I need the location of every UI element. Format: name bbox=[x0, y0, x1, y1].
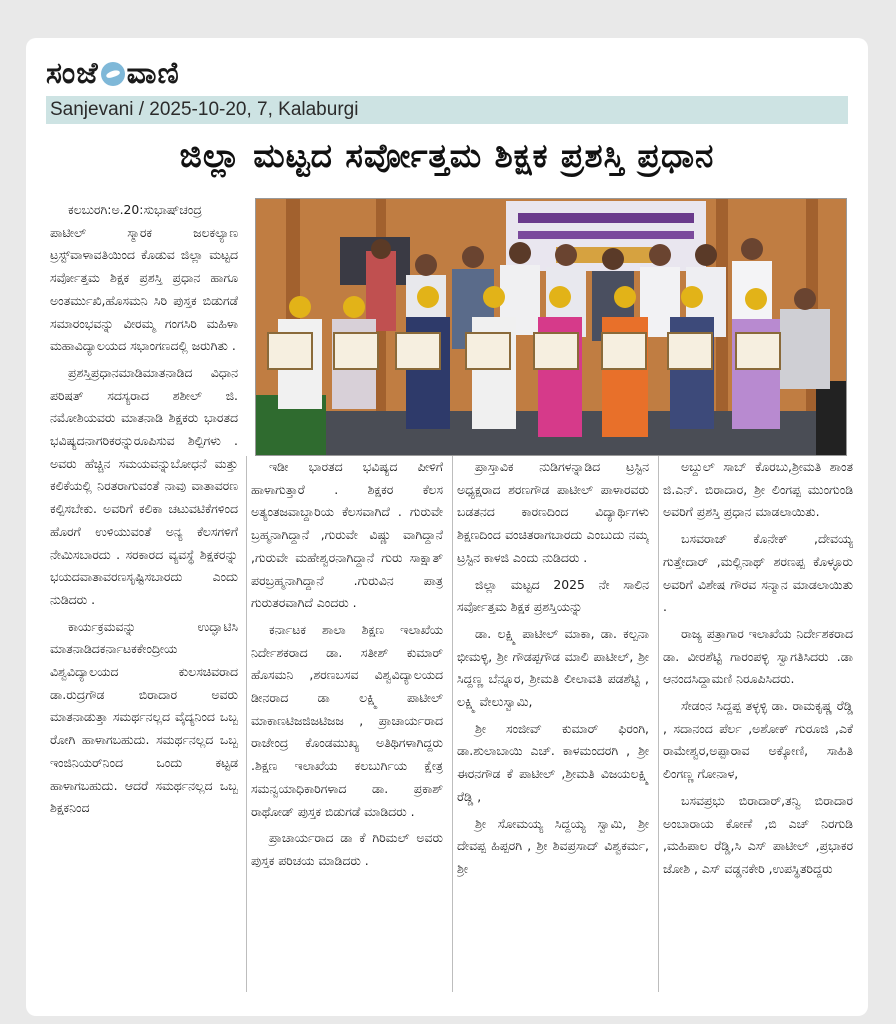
logo-text-left: ಸಂಜೆ bbox=[46, 56, 99, 91]
award-ceremony-photo bbox=[255, 198, 847, 456]
article-headline: ಜಿಲ್ಲಾ ಮಟ್ಟದ ಸರ್ವೋತ್ತಮ ಶಿಕ್ಷಕ ಪ್ರಶಸ್ತಿ ಪ್ರಧಾನ bbox=[179, 136, 715, 175]
source-bar bbox=[46, 96, 848, 124]
paragraph: ಶ್ರೀ ಸಂಜೀವ್ ಕುಮಾರ್ ಫಿರಂಗಿ, ಡಾ.ಶುಲಾಬಾಯಿ ಎಚ್. ಕಾಳಮಂದರಗಿ , ಶ್ರೀ ಈರನಗೌಡ ಕೆ ಪಾಟೀಲ್ ,ಶ್ರೀಮತಿ ವಿಜಯಲಕ್ಷ್ಮಿ ರೆಡ್ಡಿ , bbox=[457, 720, 649, 804]
paragraph: ಪ್ರಾಚಾರ್ಯರಾದ ಡಾ ಕೆ ಗಿರಿಮಲ್ ಅವರು ಪುಸ್ತಕ ಪರಿಚಯ ಮಾಡಿದರು . bbox=[251, 830, 443, 868]
paragraph: ಬಸವಪ್ರಭು ಬಿರಾದಾರ್,ತನ್ವಿ ಬಿರಾದಾರ ಅಂಬಾರಾಯ ಕೋಣೆ ,ಬಿ ಎಚ್ ನಿರಗುಡಿ ,ಮಹಿಪಾಲ ರೆಡ್ಡಿ,ಸಿ ಎಸ್ ಪಾಟೀಲ್ ,ಪ್ರಭಾಕರ ಜೋಶಿ , ಎಸ್ ವಡ್ಡನಕೇರಿ ,ಉಪಸ್ಥಿತರಿದ್ದರು bbox=[663, 792, 853, 876]
article-column-1 bbox=[50, 199, 238, 991]
column-divider bbox=[246, 456, 247, 992]
paragraph: ಅಬ್ದುಲ್ ಸಾಬ್ ಕೊರಬು,ಶ್ರೀಮತಿ ಶಾಂತ ಜಿ.ಎನ್. ಬಿರಾದಾರ, ಶ್ರೀ ಲಿಂಗಪ್ಪ ಮುಂಗುಂಡಿ ಅವರಿಗೆ ಪ್ರಶಸ್ತಿ ಪ್ರಧಾನ ಮಾಡಲಾಯಿತು. bbox=[663, 459, 853, 520]
dove-icon bbox=[101, 62, 125, 86]
newspaper-clipping bbox=[26, 38, 868, 1016]
article-column-2 bbox=[251, 456, 443, 996]
paragraph: ಪ್ರಶಸ್ತಿಪ್ರಧಾನಮಾಡಿಮಾತನಾಡಿದ ವಿಧಾನ ಪರಿಷತ್ ಸದಸ್ಯರಾದ ಶಶೀಲ್ ಜಿ. ನಮೋಶಿಯವರು ಮಾತನಾಡಿ ಶಿಕ್ಷಕರು ಭಾರತದ ಭವಿಷ್ಯದನಾಗರಿಕರನ್ನುರೂಪಿಸುವ ಶಿಲ್ಪಿಗಳು . ಅವರು ಹೆಚ್ಚಿನ ಸಮಯವನ್ನುಬೋಧನೆ ಮತ್ತು ಕಲಿಕೆಯಲ್ಲಿ ನಿರತರಾಗುವಂತೆ ನಾವು ವಾತಾವರಣ ಕಲ್ಪಿಸಬೇಕು. ಅವರಿಗೆ ಕಲಿಕಾ ಚಟುವಟಿಕೆಗಳಿಂದ ಹೊರಗೆ ಉಳಿಯುವಂತೆ ಅನ್ಯ ಕೆಲಸಗಳಿಗೆ ನೇಮಿಸಬಾರದು . ಸರಕಾರದ ವ್ಯವಸ್ಥೆ ಶಿಕ್ಷಕರನ್ನು ಭಯದವಾತಾವರಣಸೃಷ್ಟಿಸಬಾರದು ಎಂದು ನುಡಿದರು . bbox=[50, 364, 238, 607]
paragraph: ರಾಜ್ಯ ಪತ್ರಾಗಾರ ಇಲಾಖೆಯ ನಿರ್ದೇಶಕರಾದ ಡಾ. ವೀರಶೆಟ್ಟಿ ಗಾರಂಪಳ್ಳಿ ಸ್ವಾಗತಿಸಿದರು .ಡಾ ಆನಂದಸಿದ್ದಾಮಣಿ ನಿರೂಪಿಸಿದರು. bbox=[663, 625, 853, 687]
paragraph: ಜಿಲ್ಲಾ ಮಟ್ಟದ 2025 ನೇ ಸಾಲಿನ ಸರ್ವೋತ್ತಮ ಶಿಕ್ಷಕ ಪ್ರಶಸ್ತಿಯನ್ನು bbox=[457, 576, 649, 615]
article-column-4 bbox=[663, 456, 853, 996]
paragraph: ಕಲಬುರಗಿ:ಅ.20:ಸುಭಾಷ್‌ಚಂದ್ರ ಪಾಟೀಲ್ ಸ್ಮಾರಕ ಜಲಕಲ್ಯಾಣ ಟ್ರಸ್ಟ್‌ವಾಳಾವತಿಯಿಂದ ಕೊಡುವ ಜಿಲ್ಲಾ ಮಟ್ಟದ ಸರ್ವೋತ್ತಮ ಶಿಕ್ಷಕ ಪ್ರಶಸ್ತಿ ಪ್ರಧಾನ ಹಾಗೂ ಅಂತರ್ಮುಖಿ,ಹೊಸಮನಿ ಸಿರಿ ಪುಸ್ತಕ ಬಿಡುಗಡೆ ಸಮಾರಂಭವನ್ನು ವೀರಮ್ಮ ಗಂಗಸಿರಿ ಮಹಿಳಾ ಮಹಾವಿದ್ಯಾಲಯದ ಸಭಾಂಗಣದಲ್ಲಿ ಜರುಗಿತು . bbox=[50, 202, 238, 354]
column-divider bbox=[658, 456, 659, 992]
article-column-3 bbox=[457, 456, 649, 996]
paragraph: ಕಾರ್ಯಕ್ರಮವನ್ನು ಉದ್ಘಾಟಿಸಿ ಮಾತನಾಡಿದಕರ್ನಾಟಕಕೇಂದ್ರೀಯ ವಿಶ್ವವಿದ್ಯಾಲಯದ ಕುಲಸಚಿವರಾದ ಡಾ.ರುದ್ರಗೌಡ ಬಿರಾದಾರ ಅವರು ಮಾತನಾಡುತ್ತಾ ಸಮರ್ಥನಲ್ಲದ ವೈದ್ಯನಿಂದ ಒಬ್ಬ ರೋಗಿ ಹಾಳಾಗಬಹುದು. ಸಮರ್ಥನಲ್ಲದ ಒಬ್ಬ ಇಂಜಿನಿಯರ್‌ನಿಂದ ಒಂದು ಕಟ್ಟಡ ಹಾಳಾಗಬಹುದು. ಆದರೆ ಸಮರ್ಥನಲ್ಲದ ಒಬ್ಬ ಶಿಕ್ಷಕನಿಂದ bbox=[50, 618, 238, 816]
logo-text-right: ವಾಣಿ bbox=[126, 56, 180, 91]
paragraph: ಶ್ರೀ ಸೋಮಯ್ಯ ಸಿದ್ದಯ್ಯ ಸ್ವಾಮಿ, ಶ್ರೀ ದೇವಪ್ಪ ಹಿಪ್ಪರಗಿ , ಶ್ರೀ ಶಿವಪ್ರಸಾದ್ ವಿಶ್ವಕರ್ಮ, ಶ್ರೀ bbox=[457, 815, 649, 876]
paragraph: ಬಸವರಾಜ್ ಕೊನೇಕ್ ,ದೇವಯ್ಯ ಗುತ್ತೇದಾರ್ ,ಮಲ್ಲಿನಾಥ್ ಶರಣಪ್ಪ ಕೊಳ್ಳೂರು ಅವರಿಗೆ ವಿಶೇಷ ಗೌರವ ಸನ್ಮಾನ ಮಾಡಲಾಯಿತು . bbox=[663, 531, 853, 615]
paragraph: ಇಡೀ ಭಾರತದ ಭವಿಷ್ಯದ ಪೀಳಿಗೆ ಹಾಳಾಗುತ್ತಾರೆ . ಶಿಕ್ಷಕರ ಕೆಲಸ ಅತ್ಯಂತಜವಾಬ್ದಾರಿಯ ಕೆಲಸವಾಗಿದೆ . ಗುರುವೇ ಬ್ರಹ್ಮನಾಗಿದ್ದಾನೆ ,ಗುರುವೇ ವಿಷ್ಣು ವಾಗಿದ್ದಾನೆ ,ಗುರುವೇ ಮಹೇಶ್ವರನಾಗಿದ್ದಾನೆ ಗುರು ಸಾಕ್ಷಾತ್ ಪರಬ್ರಹ್ಮನಾಗಿದ್ದಾನೆ .ಗುರುವಿನ ಪಾತ್ರ ಗುರುತರವಾಗಿದೆ ಎಂದರು . bbox=[251, 459, 443, 611]
column-divider bbox=[452, 456, 453, 992]
source-line: Sanjevani / 2025-10-20, 7, Kalaburgi bbox=[50, 99, 359, 120]
paragraph: ಡಾ. ಲಕ್ಷ್ಮಿ ಪಾಟೀಲ್ ಮಾಕಾ, ಡಾ. ಕಲ್ಪನಾ ಭೀಮಳ್ಳಿ, ಶ್ರೀ ಗೌಡಪ್ಪಗೌಡ ಮಾಲಿ ಪಾಟೀಲ್, ಶ್ರೀ ಸಿದ್ದಣ್ಣ ಬೆನ್ನೂರ, ಶ್ರೀಮತಿ ಲೀಲಾವತಿ ಪಡಶೆಟ್ಟಿ , ಲಕ್ಷ್ಮಿ ವೇಲುಸ್ವಾಮಿ, bbox=[457, 625, 649, 710]
paragraph: ಕರ್ನಾಟಕ ಶಾಲಾ ಶಿಕ್ಷಣ ಇಲಾಖೆಯ ನಿರ್ದೇಶಕರಾದ ಡಾ. ಸತೀಶ್ ಕುಮಾರ್ ಹೊಸಮನಿ ,ಶರಣಬಸವ ವಿಶ್ವವಿದ್ಯಾಲಯದ ಡೀನರಾದ ಡಾ ಲಕ್ಷ್ಮಿ ಪಾಟೀಲ್ ಮಾಕಾಣಟಿಜಜಿಜಟಿಜಜ , ಪ್ರಾಚಾರ್ಯರಾದ ರಾಜೇಂದ್ರ ಕೊಂಡಮುಖ್ಯ ಅತಿಥಿಗಳಾಗಿದ್ದರು .ಶಿಕ್ಷಣ ಇಲಾಖೆಯ ಕಲಬುರ್ಗಿಯ ಕ್ಷೇತ್ರ ಸಮನ್ವಯಾಧಿಕಾರಿಗಳಾದ ಡಾ. ಪ್ರಕಾಶ್ ರಾಥೋಡ್ ಪುಸ್ತಕ ಬಿಡುಗಡೆ ಮಾಡಿದರು . bbox=[251, 621, 443, 819]
masthead-logo bbox=[46, 56, 180, 91]
paragraph: ಪ್ರಾಸ್ತಾವಿಕ ನುಡಿಗಳನ್ನಾಡಿದ ಟ್ರಸ್ಟಿನ ಅಧ್ಯಕ್ಷರಾದ ಶರಣಗೌಡ ಪಾಟೀಲ್ ಪಾಳಾರವರು ಬಡತನದ ಕಾರಣದಿಂದ ವಿದ್ಯಾರ್ಥಿಗಳು ಶಿಕ್ಷಣದಿಂದ ವಂಚಿತರಾಗಬಾರದು ಎಂಬುದು ನಮ್ಮ ಟ್ರಸ್ಟಿನ ಕಾಳಜಿ ಎಂದು ನುಡಿದರು . bbox=[457, 459, 649, 565]
paragraph: ಸೇಡಂನ ಸಿದ್ದಪ್ಪ ತಳ್ಳಳ್ಳಿ ಡಾ. ರಾಮಕೃಷ್ಣ ರೆಡ್ಡಿ , ಸದಾನಂದ ಪೆರ್ಲ ,ಅಶೋಕ್ ಗುರೂಜಿ ,ಎಕೆ ರಾಮೇಶ್ವರ,ಅಪ್ಪಾರಾವ ಅಕ್ಕೋಣಿ, ಸಾಹಿತಿ ಲಿಂಗಣ್ಣ ಗೋನಾಳ, bbox=[663, 698, 853, 782]
